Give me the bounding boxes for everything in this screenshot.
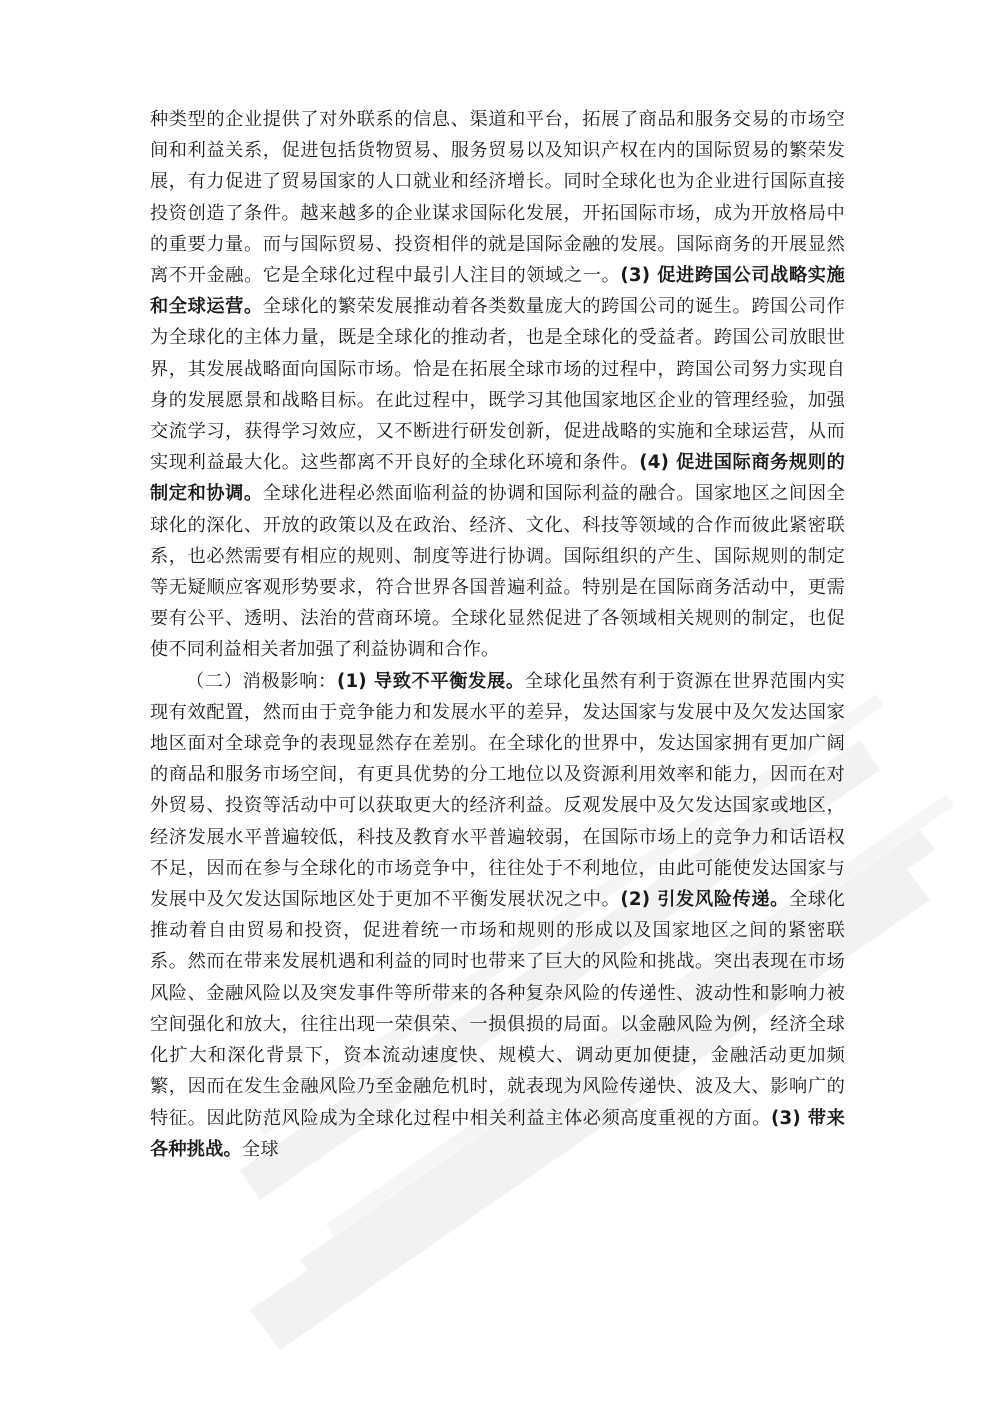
paragraph-1 (150, 104, 845, 666)
text-segment: 全球 (241, 1138, 279, 1160)
text-segment: 种类型的企业提供了对外联系的信息、渠道和平台，拓展了商品和服务交易的市场空间和利益关系，促进包括货物贸易、服务贸易以及知识产权在内的国际贸易的繁荣发展，有力促进了贸易国家的人口就业和经济增长。同时全球化也为企业进行国际直接投资创造了条件。越来越多的企业谋求国际化发展，开拓国际市场，成为开放格局中的重要力量。而与国际贸易、投资相伴的就是国际金融的发展。国际商务的开展显然离不开金融。它是全球化过程中最引人注目的领域之一。 (150, 109, 845, 287)
bold-heading-segment: (4) 促进国际商务规则的制定和协调。 (150, 452, 845, 505)
paragraph-2 (150, 666, 845, 1165)
section-label-segment: （二）消极影响： (186, 670, 337, 692)
text-segment: 全球化进程必然面临利益的协调和国际利益的融合。国家地区之间因全球化的深化、开放的政策以及在政治、经济、文化、科技等领域的合作而彼此紧密联系，也必然需要有相应的规则、制度等进行协调。国际组织的产生、国际规则的制定等无疑顺应客观形势要求，符合世界各国普遍利益。特别是在国际商务活动中，更需要有公平、透明、法治的营商环境。全球化显然促进了各领域相关规则的制定，也促使不同利益相关者加强了利益协调和合作。 (150, 483, 846, 661)
text-segment: 全球化的繁荣发展推动着各类数量庞大的跨国公司的诞生。跨国公司作为全球化的主体力量，既是全球化的推动者，也是全球化的受益者。跨国公司放眼世界，其发展战略面向国际市场。恰是在拓展全球市场的过程中，跨国公司努力实现自身的发展愿景和战略目标。在此过程中，既学习其他国家地区企业的管理经验，加强交流学习，获得学习效应，又不断进行研发创新，促进战略的实施和全球运营，从而实现利益最大化。这些都离不开良好的全球化环境和条件。 (150, 296, 846, 474)
bold-heading-segment: (3) 促进跨国公司战略实施和全球运营。 (150, 265, 845, 318)
bold-heading-segment: (3) 带来各种挑战。 (150, 1107, 845, 1160)
text-segment: 全球化推动着自由贸易和投资，促进着统一市场和规则的形成以及国家地区之间的紧密联系。然而在带来发展机遇和利益的同时也带来了巨大的风险和挑战。突出表现在市场风险、金融风险以及突发事件等所带来的各种复杂风险的传递性、波动性和影响力被空间强化和放大，往往出现一荣俱荣、一损俱损的局面。以金融风险为例，经济全球化扩大和深化背景下，资本流动速度快、规模大、调动更加便捷，金融活动更加频繁，因而在发生金融风险乃至金融危机时，就表现为风险传递快、波及大、影响广的特征。因此防范风险成为全球化过程中相关利益主体必须高度重视的方面。 (150, 889, 845, 1129)
bold-heading-segment: (2) 引发风险传递。 (620, 889, 789, 911)
bold-heading-segment: (1) 导致不平衡发展。 (336, 670, 525, 692)
document-body (150, 104, 845, 1165)
text-segment: 全球化虽然有利于资源在世界范围内实现有效配置，然而由于竞争能力和发展水平的差异，发达国家与发展中及欠发达国家地区面对全球竞争的表现显然存在差别。在全球化的世界中，发达国家拥有更加广阔的商品和服务市场空间，有更具优势的分工地位以及资源利用效率和能力，因而在对外贸易、投资等活动中可以获取更大的经济利益。反观发展中及欠发达国家或地区，经济发展水平普遍较低，科技及教育水平普遍较弱，在国际市场上的竞争力和话语权不足，因而在参与全球化的市场竞争中，往往处于不利地位，由此可能使发达国家与发展中及欠发达国际地区处于更加不平衡发展状况之中。 (150, 670, 846, 911)
